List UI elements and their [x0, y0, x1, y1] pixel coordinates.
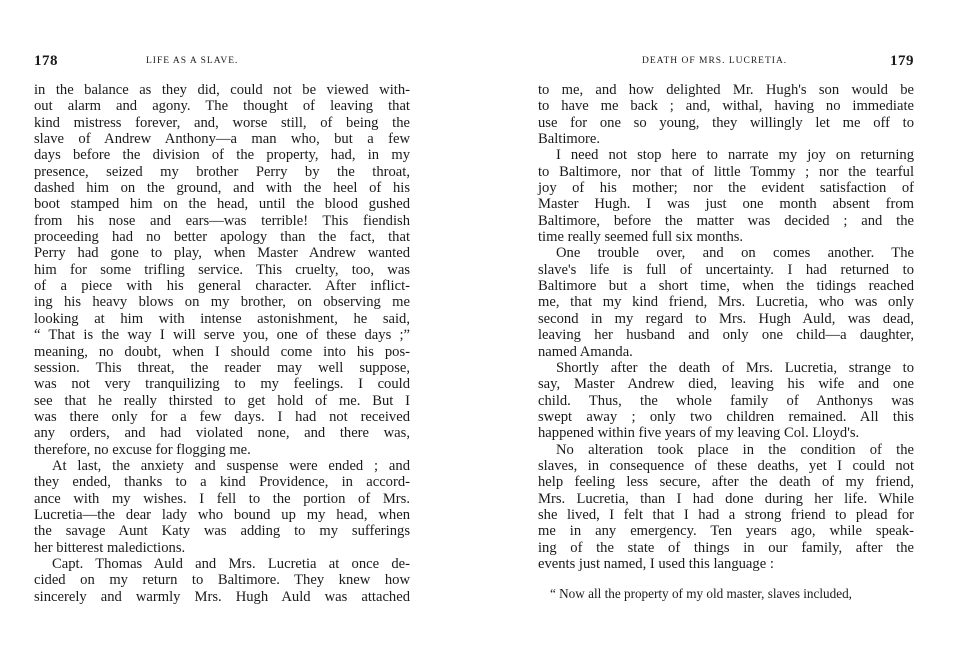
text-line: events just named, I used this language : [538, 555, 774, 572]
text-line: Perry had gone to play, when Master Andrew wanted [34, 245, 410, 262]
text-line: of a piece with his general character. After inflict- [34, 278, 410, 295]
text-line: was not very tranquilizing to my feelings. I could [34, 376, 410, 393]
text-line: At last, the anxiety and suspense were ended ; and [52, 457, 410, 474]
text-line: me, that my kind friend, Mrs. Lucretia, who was only [538, 294, 914, 311]
text-line: in the balance as they did, could not be viewed with- [34, 82, 410, 98]
text-line: Baltimore but a short time, when the tidings reached [538, 278, 914, 295]
text-line: Baltimore, before the matter was decided ; and the [538, 212, 914, 229]
text-line: ing of the state of things in our family, after the [538, 539, 914, 556]
text-line: time really seemed full six months. [538, 229, 744, 246]
text-line: any orders, and had violated none, and there was, [34, 425, 410, 442]
text-line: Mrs. Lucretia, than I had done during her life. While [538, 490, 914, 507]
text-line: No alteration took place in the condition of the [556, 441, 914, 458]
text-line: child. Thus, the whole family of Anthonys was [538, 392, 914, 409]
text-line: see that he really thirsted to get hold of me. But I [34, 392, 410, 409]
text-line: proceeding had no better apology than the fact, that [34, 229, 410, 246]
right-page-text [538, 82, 914, 603]
text-line: slaves, in consequence of these deaths, yet I could not [538, 457, 914, 474]
text-line: leaving her husband and only one child—a daughter, [538, 327, 914, 344]
text-line: days before the division of the property, had, in my [34, 147, 410, 164]
text-line: to have me back ; and, withal, having no immediate [538, 98, 914, 115]
text-line: One trouble over, and on comes another. The [556, 245, 914, 262]
text-line: joy of his mother; nor the evident satisfaction of [538, 180, 914, 197]
text-line: say, Master Andrew died, leaving his wife and one [538, 376, 914, 393]
text-line: him for some trifling service. This cruelty, too, was [34, 261, 410, 278]
text-line: to me, and how delighted Mr. Hugh's son would be [538, 82, 914, 98]
left-page [34, 0, 410, 668]
text-line: use for one so young, they willingly let me off to [538, 114, 914, 131]
text-line: meaning, no doubt, when I should come into his pos- [34, 343, 410, 360]
text-line: boot stamped him on the head, until the blood gushed [34, 196, 410, 213]
text-line: me in any emergency. Ten years ago, while speak- [538, 523, 914, 540]
left-page-text [34, 82, 410, 605]
text-line: to Baltimore, nor that of little Tommy ; nor the tearful [538, 163, 914, 180]
text-line: Shortly after the death of Mrs. Lucretia, strange to [556, 359, 914, 376]
left-page-header [34, 53, 410, 71]
text-line: sincerely and warmly Mrs. Hugh Auld was attached [34, 588, 410, 605]
text-line: named Amanda. [538, 343, 633, 360]
right-page [538, 0, 914, 668]
text-line: presence, seized my brother Perry by the throat, [34, 163, 410, 180]
running-head: LIFE AS A SLAVE. [146, 56, 239, 66]
text-line: she lived, I felt that I had a strong friend to plead for [538, 506, 914, 523]
text-line: dashed him on the ground, and with the heel of his [34, 180, 410, 197]
text-line: “ That is the way I will serve you, one of these days ;” [34, 327, 410, 344]
text-line: out alarm and agony. The thought of leaving that [34, 98, 410, 115]
text-line: second in my regard to Mrs. Hugh Auld, was dead, [538, 310, 914, 327]
right-page-header [538, 53, 914, 71]
text-line: was there only for a few days. I had not received [34, 408, 410, 425]
text-line: Capt. Thomas Auld and Mrs. Lucretia at once de- [52, 555, 410, 572]
text-line: her bitterest maledictions. [34, 539, 186, 556]
text-line: cided on my return to Baltimore. They knew how [34, 572, 410, 589]
text-line: kind mistress forever, and, worse still, of being the [34, 114, 410, 131]
text-line: session. This threat, the reader may well suppose, [34, 359, 410, 376]
text-line: therefore, no excuse for flogging me. [34, 441, 251, 458]
text-line: ing his heavy blows on my brother, on observing me [34, 294, 410, 311]
text-line: Lucretia—the dear lady who bound up my head, when [34, 506, 410, 523]
text-line: Baltimore. [538, 131, 601, 148]
text-line: help feeling less secure, after the death of my friend, [538, 474, 914, 491]
text-line: from his nose and ears—was terrible! This fiendish [34, 212, 410, 229]
text-line: slave's life is full of uncertainty. I had returned to [538, 261, 914, 278]
block-quote-line: “ Now all the property of my old master, slaves included, [550, 586, 852, 602]
text-line: the savage Aunt Katy was adding to my sufferings [34, 523, 410, 540]
page-number: 178 [34, 53, 58, 69]
text-line: swept away ; only two children remained. All this [538, 408, 914, 425]
text-line: slave of Andrew Anthony—a man who, but a few [34, 131, 410, 148]
running-head: DEATH OF MRS. LUCRETIA. [642, 56, 788, 66]
text-line: looking at him with intense astonishment, he said, [34, 310, 410, 327]
page-number: 179 [890, 53, 914, 69]
text-line: happened within five years of my leaving Col. Lloyd's. [538, 425, 860, 442]
text-line: they ended, thanks to a kind Providence, in accord- [34, 474, 410, 491]
text-line: Master Hugh. I was just one month absent from [538, 196, 914, 213]
text-line: ance with my wishes. I fell to the portion of Mrs. [34, 490, 410, 507]
text-line: I need not stop here to narrate my joy on returning [556, 147, 914, 164]
